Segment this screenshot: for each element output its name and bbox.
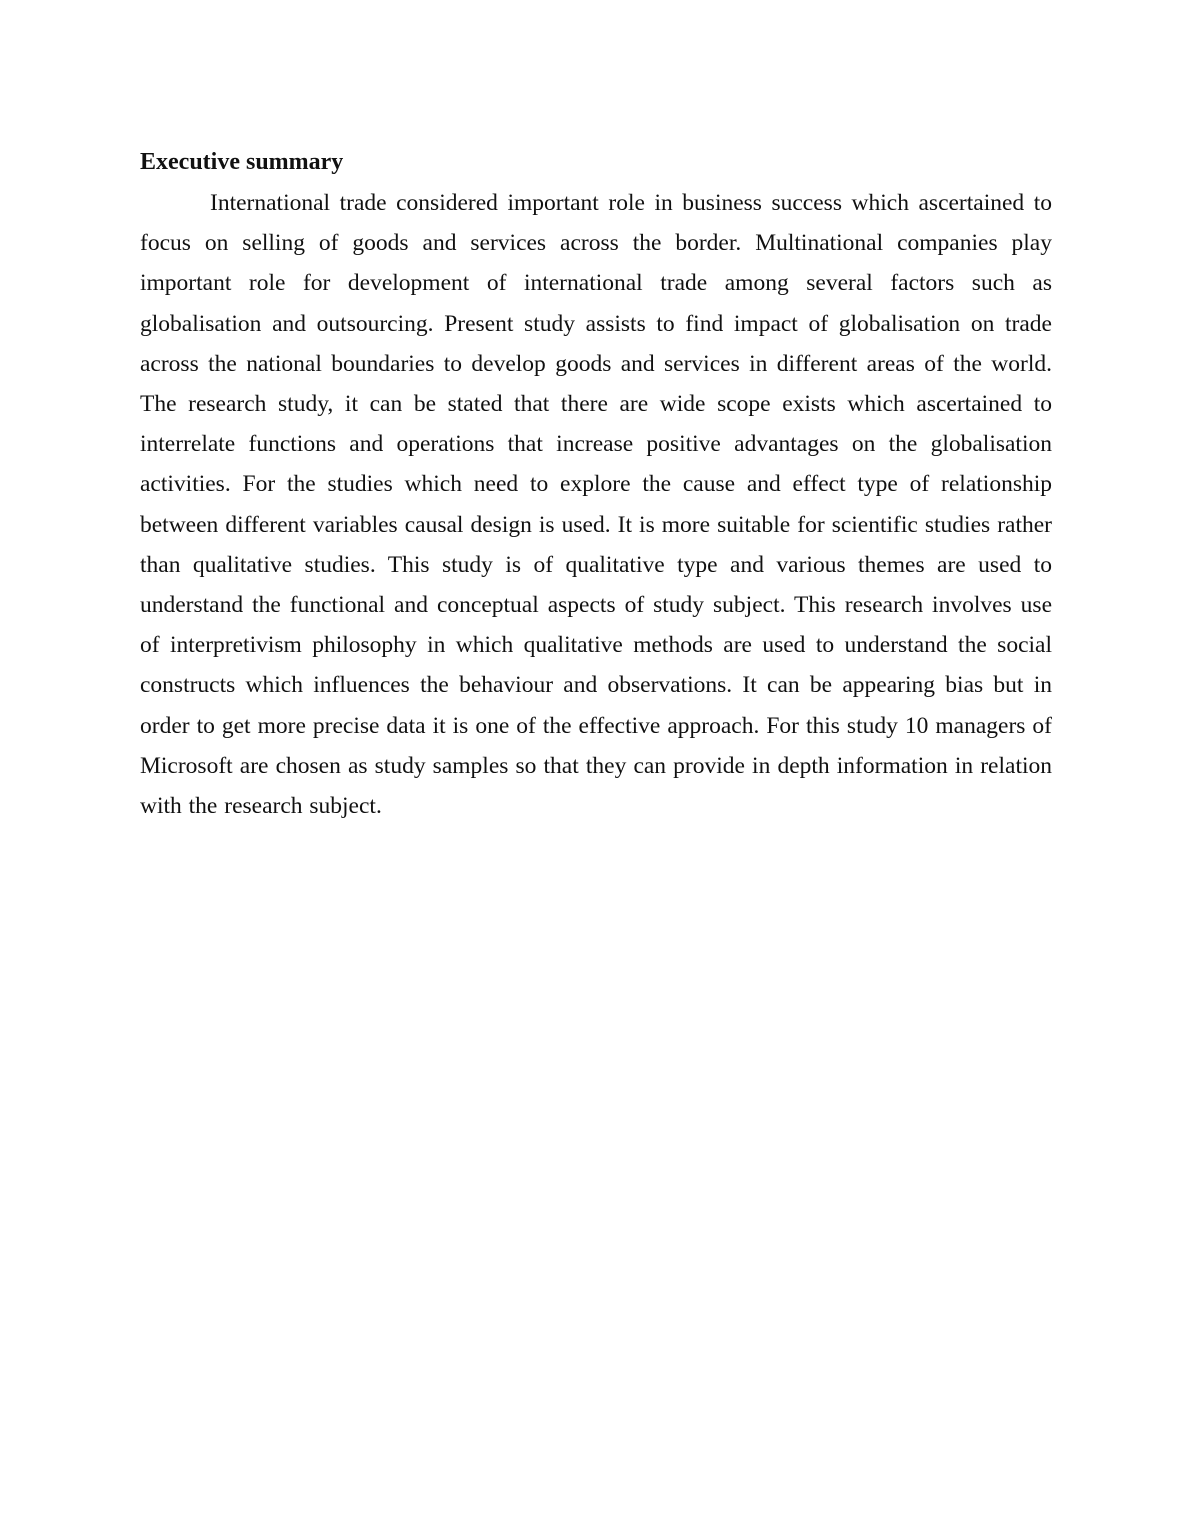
executive-summary-paragraph: International trade considered important role in business success which ascertained to focus on selling of goods and services across the border. Multinational companies play important role for development of international trade among several factors such as globalisation and outsourcing. Present study assists to find impact of globalisation on trade across the national boundaries to develop goods and services in different areas of the world. The research study, it can be stated that there are wide scope exists which ascertained to interrelate functions and operations that increase positive advantages on the globalisation activities. For the studies which need to explore the cause and effect type of relationship between different variables causal design is used. It is more suitable for scientific studies rather than qualitative studies. This study is of qualitative type and various themes are used to understand the functional and conceptual aspects of study subject. This research involves use of interpretivism philosophy in which qualitative methods are used to understand the social constructs which influences the behaviour and observations. It can be appearing bias but in order to get more precise data it is one of the effective approach. For this study 10 managers of Microsoft are chosen as study samples so that they can provide in depth information in relation with the research subject. bbox=[140, 190, 1052, 820]
page-content bbox=[140, 142, 1052, 826]
section-heading: Executive summary bbox=[140, 149, 344, 175]
